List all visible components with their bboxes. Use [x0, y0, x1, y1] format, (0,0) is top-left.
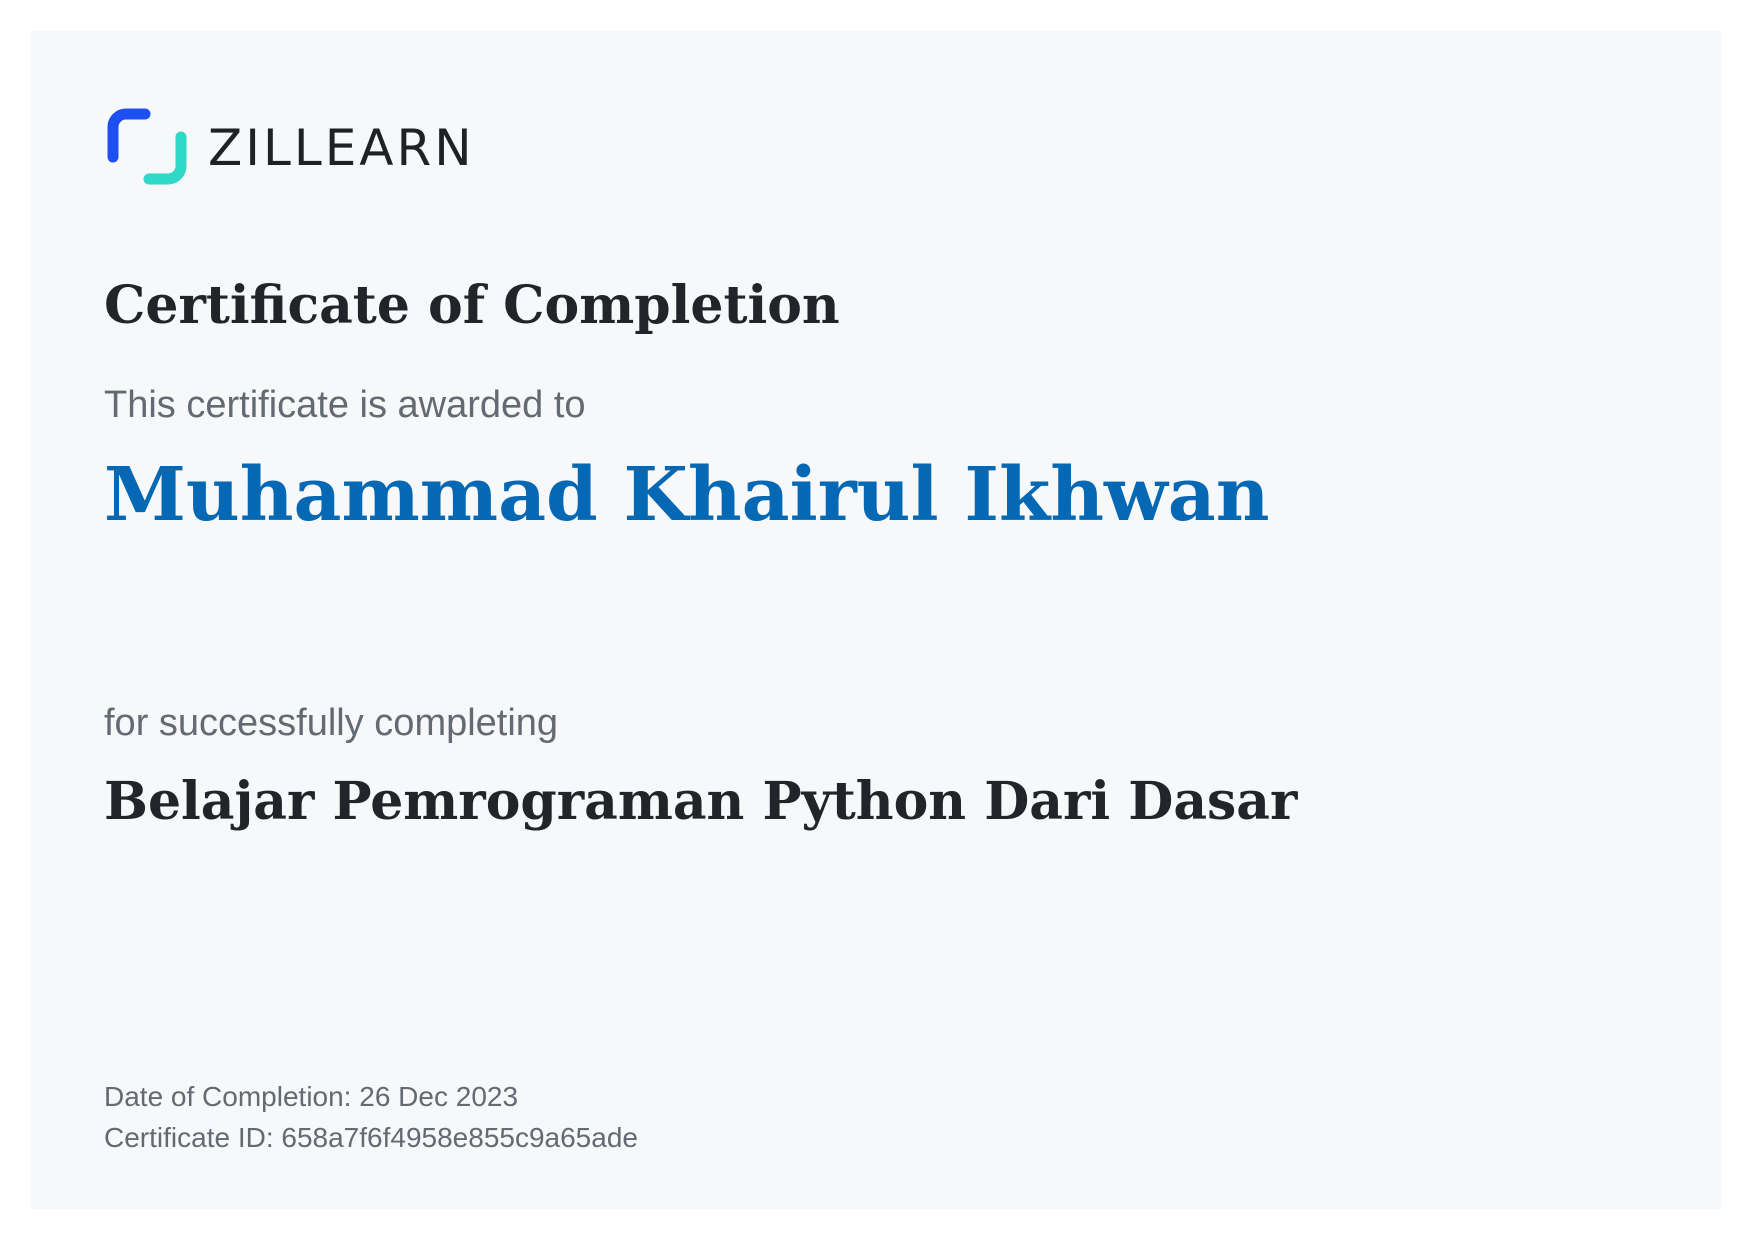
completion-label: for successfully completing — [104, 702, 559, 744]
certificate-id-label: Certificate ID: — [104, 1122, 274, 1153]
certificate-id-value: 658a7f6f4958e855c9a65ade — [281, 1122, 638, 1153]
date-of-completion-value: 26 Dec 2023 — [359, 1081, 519, 1112]
date-of-completion-row — [104, 1076, 638, 1117]
recipient-name: Muhammad Khairul Ikhwan — [104, 452, 1270, 538]
certificate-id-row — [104, 1117, 638, 1158]
awarded-to-label: This certificate is awarded to — [104, 384, 586, 426]
date-of-completion-label: Date of Completion: — [104, 1081, 352, 1112]
certificate-meta — [104, 1076, 638, 1158]
zillearn-logo-mark-icon — [104, 104, 190, 190]
brand-logo — [104, 104, 475, 190]
certificate-title: Certificate of Completion — [104, 275, 840, 336]
certificate-card — [31, 31, 1721, 1209]
course-name: Belajar Pemrograman Python Dari Dasar — [104, 771, 1298, 832]
brand-name: ZILLEARN — [208, 119, 475, 177]
